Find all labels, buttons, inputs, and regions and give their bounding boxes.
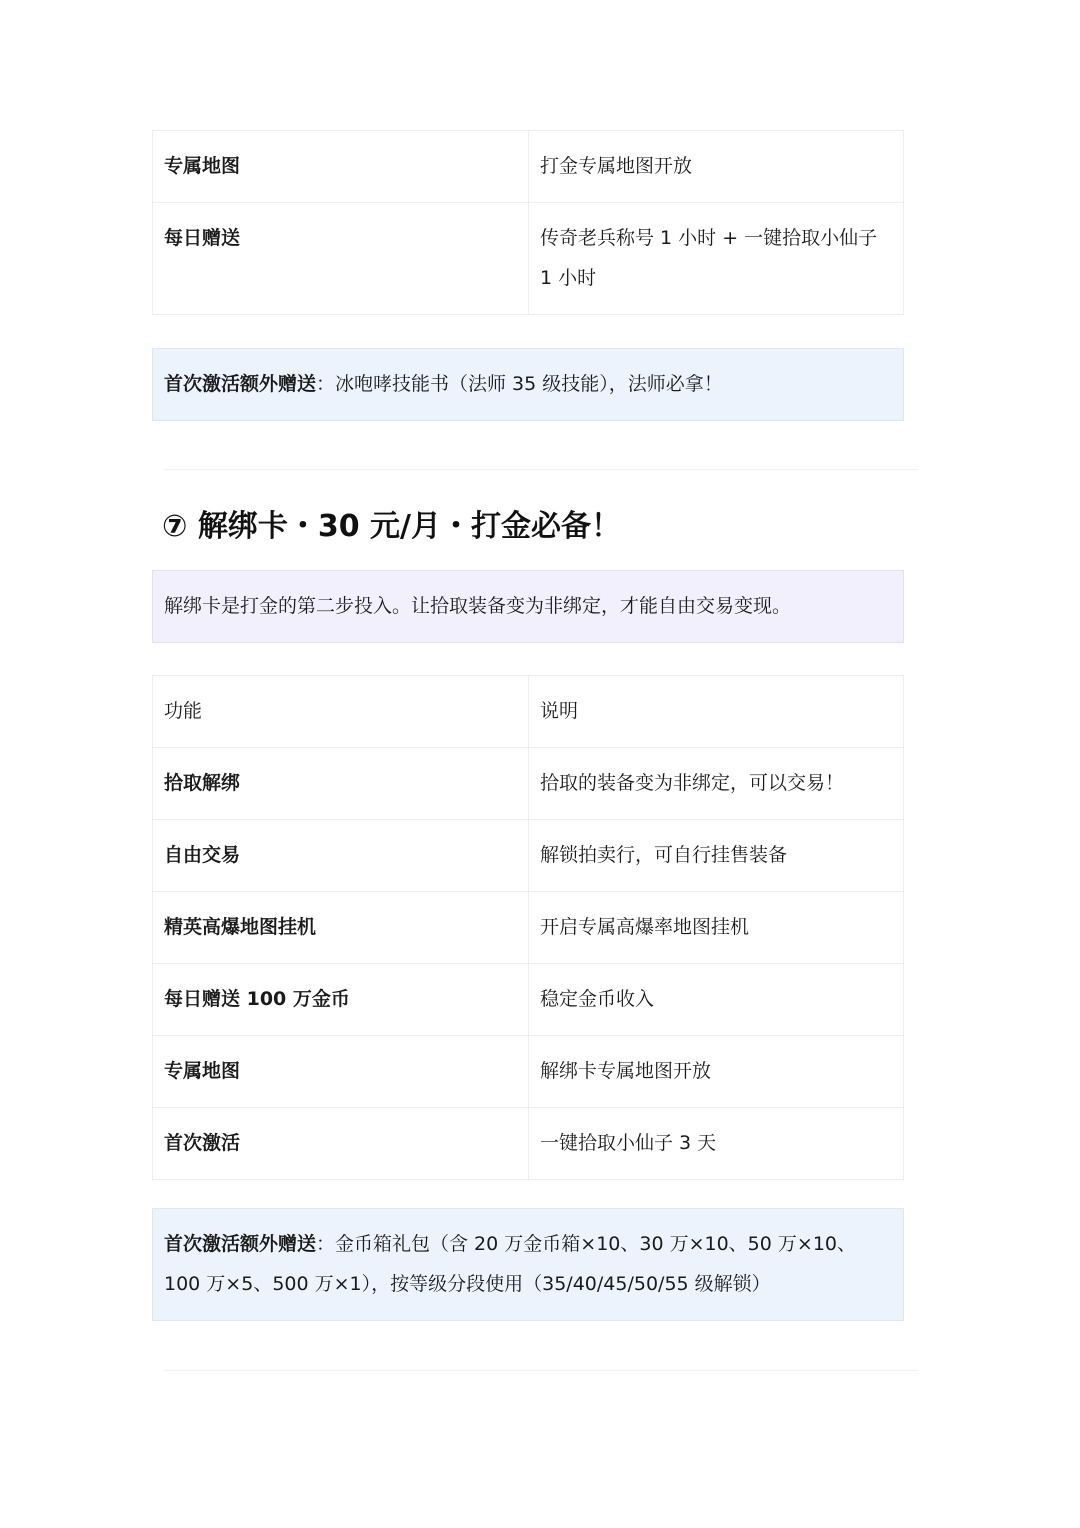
table-header-row	[153, 676, 904, 748]
table-row	[153, 748, 904, 820]
bonus-text: ：冰咆哮技能书（法师 35 级技能），法师必拿！	[316, 373, 723, 395]
table-row	[153, 892, 904, 964]
desc-cell: 开启专属高爆率地图挂机	[529, 892, 904, 964]
section-divider	[164, 1370, 918, 1371]
table-unbind-wrapper	[152, 675, 904, 1180]
desc-cell: 稳定金币收入	[529, 964, 904, 1036]
table-top-wrapper	[152, 130, 904, 315]
bonus-label: 首次激活额外赠送	[164, 1233, 317, 1255]
desc-cell: 打金专属地图开放	[529, 131, 904, 203]
section-heading: ⑦ 解绑卡・30 元/月・打金必备！	[162, 509, 621, 544]
desc-cell: 拾取的装备变为非绑定，可以交易！	[529, 748, 904, 820]
bonus-label: 首次激活额外赠送	[164, 373, 317, 395]
table-row	[153, 964, 904, 1036]
section-intro-text: 解绑卡是打金的第二步投入。让拾取装备变为非绑定，才能自由交易变现。	[164, 595, 792, 617]
desc-cell: 传奇老兵称号 1 小时 + 一键拾取小仙子 1 小时	[529, 203, 904, 315]
column-header: 说明	[529, 676, 904, 748]
table-row	[153, 203, 904, 315]
table-row	[153, 1108, 904, 1180]
feature-cell: 专属地图	[153, 1036, 529, 1108]
table-unbind	[152, 675, 904, 1180]
feature-cell: 自由交易	[153, 820, 529, 892]
feature-cell: 精英高爆地图挂机	[153, 892, 529, 964]
bonus-callout-bottom	[152, 1208, 904, 1321]
desc-cell: 解绑卡专属地图开放	[529, 1036, 904, 1108]
desc-cell: 解锁拍卖行，可自行挂售装备	[529, 820, 904, 892]
section-intro	[152, 570, 904, 643]
table-row	[153, 820, 904, 892]
column-header: 功能	[153, 676, 529, 748]
feature-cell: 每日赠送	[153, 203, 529, 315]
section-divider	[164, 469, 918, 470]
bonus-text: ：金币箱礼包（含 20 万金币箱×10、30 万×10、50 万×10、100 万×5、500 万×1），按等级分段使用（35/40/45/50/55 级解锁）	[164, 1233, 856, 1295]
table-row	[153, 131, 904, 203]
feature-cell: 每日赠送 100 万金币	[153, 964, 529, 1036]
bonus-callout-top	[152, 348, 904, 421]
table-row	[153, 1036, 904, 1108]
table-top	[152, 130, 904, 315]
feature-cell: 拾取解绑	[153, 748, 529, 820]
feature-cell: 专属地图	[153, 131, 529, 203]
desc-cell: 一键拾取小仙子 3 天	[529, 1108, 904, 1180]
feature-cell: 首次激活	[153, 1108, 529, 1180]
